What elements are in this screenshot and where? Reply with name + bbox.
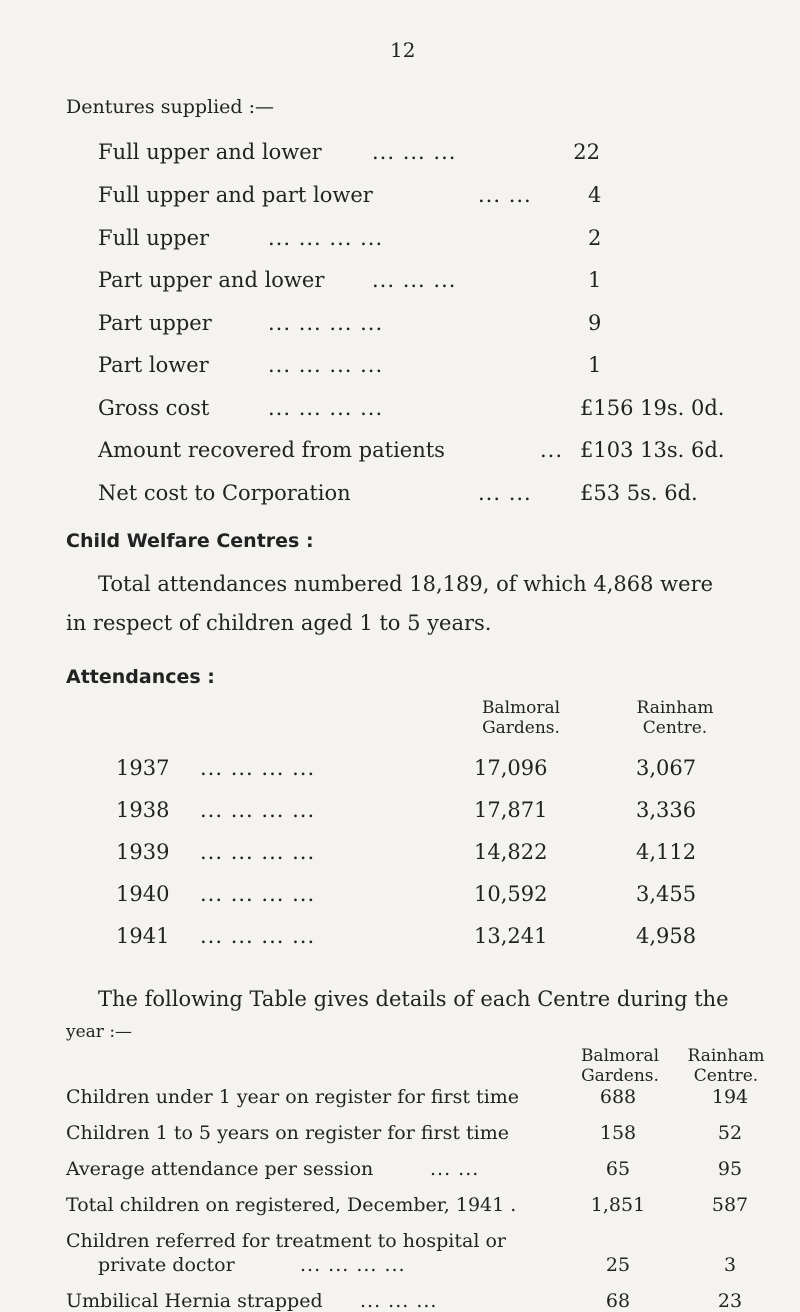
list-item-value: £156 19s. 0d. — [580, 396, 725, 420]
col-header-line: Balmoral — [580, 1046, 660, 1066]
balmoral-cell: 25 — [605, 1254, 631, 1276]
leader-dots: ... ... ... ... — [200, 798, 316, 822]
leader-dots: ... ... ... ... — [268, 353, 384, 377]
details-label: Children under 1 year on register for first time — [66, 1086, 520, 1108]
list-item-label: Full upper and lower — [98, 140, 322, 164]
balmoral-cell: 10,592 — [474, 882, 548, 906]
details-intro-line2: year :— — [66, 1022, 133, 1042]
rainham-cell: 3,455 — [636, 882, 697, 906]
rainham-cell: 95 — [717, 1158, 743, 1180]
list-item-value: £103 13s. 6d. — [580, 438, 725, 462]
leader-dots: ... ... — [478, 481, 532, 505]
year-cell: 1937 — [116, 756, 170, 780]
list-item-label: Full upper — [98, 226, 210, 250]
balmoral-cell: 13,241 — [474, 924, 548, 948]
list-item-label: Part upper and lower — [98, 268, 325, 292]
child-welfare-heading: Child Welfare Centres : — [66, 530, 314, 552]
details-label: Umbilical Hernia strapped — [66, 1290, 323, 1312]
col-header-line: Centre. — [693, 1066, 759, 1086]
leader-dots: ... ... ... ... — [200, 924, 316, 948]
child-welfare-para-line1: Total attendances numbered 18,189, of which 4,868 were — [98, 572, 714, 596]
attendances-col-rainham — [610, 698, 740, 738]
col-header-line: Gardens. — [482, 718, 560, 738]
leader-dots: ... ... ... ... — [300, 1254, 406, 1276]
leader-dots: ... — [540, 438, 564, 462]
leader-dots: ... ... ... — [360, 1290, 438, 1312]
leader-dots: ... ... ... ... — [268, 396, 384, 420]
dentures-heading: Dentures supplied :— — [66, 96, 275, 118]
balmoral-cell: 158 — [599, 1122, 637, 1144]
leader-dots: ... ... ... ... — [200, 840, 316, 864]
list-item-label: Gross cost — [98, 396, 210, 420]
page-number: 12 — [390, 38, 416, 62]
list-item-value: 9 — [588, 311, 602, 335]
list-item-value: 1 — [588, 268, 602, 292]
leader-dots: ... ... — [478, 183, 532, 207]
rainham-cell: 52 — [717, 1122, 743, 1144]
child-welfare-para-line2: in respect of children aged 1 to 5 years. — [66, 611, 492, 635]
list-item-label: Full upper and part lower — [98, 183, 373, 207]
details-label: Children 1 to 5 years on register for first time — [66, 1122, 510, 1144]
leader-dots: ... ... ... ... — [268, 226, 384, 250]
year-cell: 1939 — [116, 840, 170, 864]
list-item-value: 4 — [588, 183, 602, 207]
balmoral-cell: 1,851 — [590, 1194, 646, 1216]
leader-dots: ... ... ... — [372, 140, 457, 164]
leader-dots: ... ... ... ... — [200, 756, 316, 780]
col-header-line: Balmoral — [481, 698, 561, 718]
balmoral-cell: 17,871 — [474, 798, 548, 822]
details-intro-line1: The following Table gives details of each Centre during the — [98, 987, 729, 1011]
details-col-balmoral — [566, 1046, 674, 1086]
list-item-value: 1 — [588, 353, 602, 377]
attendances-heading: Attendances : — [66, 666, 215, 688]
rainham-cell: 587 — [711, 1194, 749, 1216]
list-item-value: £53 5s. 6d. — [580, 481, 698, 505]
details-label: Total children on registered, December, 1941 . — [66, 1194, 517, 1216]
attendances-col-balmoral — [456, 698, 586, 738]
balmoral-cell: 688 — [599, 1086, 637, 1108]
details-label: Children referred for treatment to hospital or — [66, 1230, 506, 1252]
col-header-line: Gardens. — [581, 1066, 659, 1086]
list-item-label: Net cost to Corporation — [98, 481, 351, 505]
leader-dots: ... ... ... ... — [200, 882, 316, 906]
year-cell: 1941 — [116, 924, 170, 948]
balmoral-cell: 14,822 — [474, 840, 548, 864]
balmoral-cell: 65 — [605, 1158, 631, 1180]
rainham-cell: 194 — [711, 1086, 749, 1108]
col-header-line: Rainham — [687, 1046, 765, 1066]
list-item-label: Part upper — [98, 311, 212, 335]
leader-dots: ... ... — [430, 1158, 480, 1180]
balmoral-cell: 17,096 — [474, 756, 548, 780]
year-cell: 1940 — [116, 882, 170, 906]
rainham-cell: 4,112 — [636, 840, 697, 864]
rainham-cell: 4,958 — [636, 924, 697, 948]
leader-dots: ... ... ... — [372, 268, 457, 292]
list-item-value: 2 — [588, 226, 602, 250]
year-cell: 1938 — [116, 798, 170, 822]
col-header-line: Rainham — [636, 698, 714, 718]
rainham-cell: 3 — [723, 1254, 737, 1276]
balmoral-cell: 68 — [605, 1290, 631, 1312]
details-col-rainham — [672, 1046, 780, 1086]
leader-dots: ... ... ... ... — [268, 311, 384, 335]
rainham-cell: 3,336 — [636, 798, 697, 822]
col-header-line: Centre. — [642, 718, 708, 738]
details-label: Average attendance per session — [66, 1158, 374, 1180]
list-item-label: Amount recovered from patients — [98, 438, 445, 462]
rainham-cell: 23 — [717, 1290, 743, 1312]
list-item-label: Part lower — [98, 353, 209, 377]
rainham-cell: 3,067 — [636, 756, 697, 780]
details-label-cont: private doctor — [98, 1254, 235, 1276]
